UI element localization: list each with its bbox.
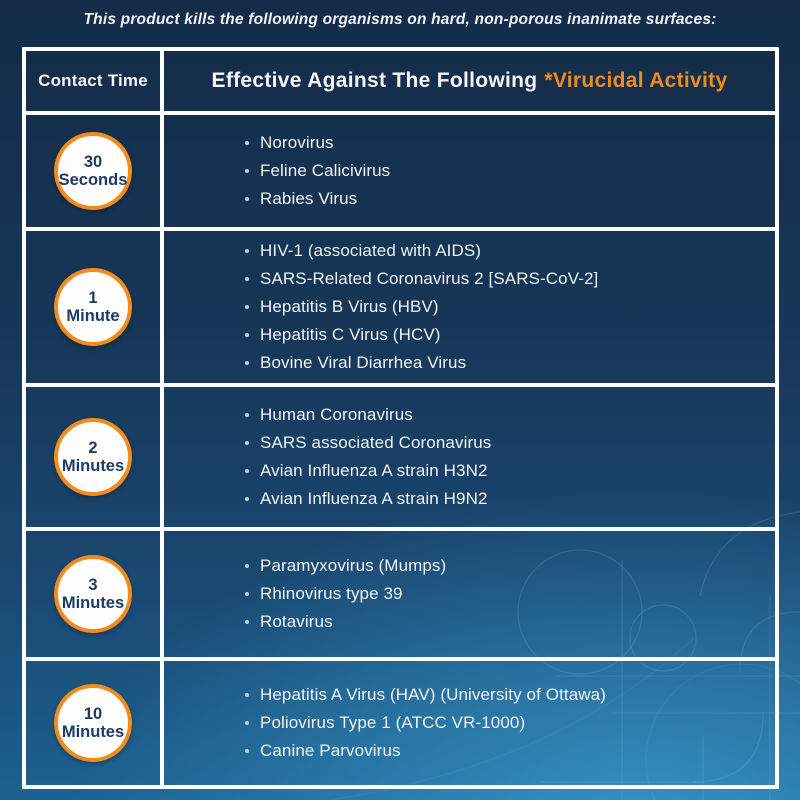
organism-list bbox=[245, 681, 775, 765]
header-effective-label: Effective Against The Following bbox=[211, 69, 538, 92]
organism-name: Avian Influenza A strain H9N2 bbox=[260, 489, 488, 508]
table-row bbox=[26, 661, 775, 785]
contact-time-value: 2 bbox=[88, 438, 98, 457]
header-virucidal-label: *Virucidal Activity bbox=[544, 69, 728, 92]
bullet-icon bbox=[245, 592, 249, 596]
organisms-cell bbox=[164, 661, 775, 785]
organism-name: Poliovirus Type 1 (ATCC VR-1000) bbox=[260, 713, 526, 732]
contact-time-value: 1 bbox=[88, 288, 98, 307]
organism-item bbox=[245, 237, 775, 265]
organism-item bbox=[245, 552, 775, 580]
organism-item bbox=[245, 157, 775, 185]
contact-time-badge bbox=[54, 132, 132, 210]
organism-list bbox=[245, 401, 775, 513]
organism-item bbox=[245, 321, 775, 349]
contact-time-unit: Minute bbox=[66, 307, 120, 325]
bullet-icon bbox=[245, 141, 249, 145]
contact-time-value: 30 bbox=[83, 152, 103, 171]
contact-time-unit: Minutes bbox=[61, 723, 125, 741]
contact-time-value: 10 bbox=[83, 704, 103, 723]
organism-item bbox=[245, 401, 775, 429]
contact-time-cell bbox=[26, 231, 164, 383]
organism-item bbox=[245, 265, 775, 293]
organism-item bbox=[245, 681, 775, 709]
bullet-icon bbox=[245, 497, 249, 501]
bullet-icon bbox=[245, 620, 249, 624]
organisms-cell bbox=[164, 115, 775, 227]
bullet-icon bbox=[245, 693, 249, 697]
bullet-icon bbox=[245, 249, 249, 253]
table-row bbox=[26, 531, 775, 661]
organism-name: Hepatitis A Virus (HAV) (University of Ottawa) bbox=[260, 685, 606, 704]
organism-list bbox=[245, 237, 775, 377]
organism-name: Paramyxovirus (Mumps) bbox=[260, 556, 447, 575]
bullet-icon bbox=[245, 469, 249, 473]
organism-list bbox=[245, 552, 775, 636]
contact-time-badge bbox=[54, 268, 132, 346]
organism-item bbox=[245, 709, 775, 737]
organism-name: Norovirus bbox=[260, 133, 334, 152]
organism-name: Hepatitis C Virus (HCV) bbox=[260, 325, 441, 344]
organism-item bbox=[245, 429, 775, 457]
bullet-icon bbox=[245, 413, 249, 417]
organism-name: SARS-Related Coronavirus 2 [SARS-CoV-2] bbox=[260, 269, 599, 288]
contact-time-unit: Minutes bbox=[61, 594, 125, 612]
organism-name: Feline Calicivirus bbox=[260, 161, 391, 180]
bullet-icon bbox=[245, 333, 249, 337]
bullet-icon bbox=[245, 749, 249, 753]
bullet-icon bbox=[245, 305, 249, 309]
contact-time-cell bbox=[26, 387, 164, 527]
organism-item bbox=[245, 349, 775, 377]
organism-name: SARS associated Coronavirus bbox=[260, 433, 492, 452]
contact-time-badge bbox=[54, 418, 132, 496]
caption: This product kills the following organisms on hard, non-porous inanimate surfaces: bbox=[83, 11, 717, 28]
table-row bbox=[26, 115, 775, 231]
efficacy-table bbox=[22, 47, 779, 789]
header-contact-time-cell bbox=[26, 51, 164, 111]
header-contact-time-label: Contact Time bbox=[38, 71, 148, 90]
organisms-cell bbox=[164, 531, 775, 657]
organisms-cell bbox=[164, 387, 775, 527]
organism-item bbox=[245, 608, 775, 636]
table-row bbox=[26, 387, 775, 531]
organism-name: Avian Influenza A strain H3N2 bbox=[260, 461, 488, 480]
bullet-icon bbox=[245, 197, 249, 201]
organism-name: Hepatitis B Virus (HBV) bbox=[260, 297, 439, 316]
organism-item bbox=[245, 485, 775, 513]
organism-item bbox=[245, 185, 775, 213]
organism-name: Rhinovirus type 39 bbox=[260, 584, 403, 603]
organism-name: Canine Parvovirus bbox=[260, 741, 401, 760]
bullet-icon bbox=[245, 441, 249, 445]
bullet-icon bbox=[245, 169, 249, 173]
table-row bbox=[26, 231, 775, 387]
bullet-icon bbox=[245, 277, 249, 281]
organism-item bbox=[245, 580, 775, 608]
bullet-icon bbox=[245, 564, 249, 568]
organism-name: HIV-1 (associated with AIDS) bbox=[260, 241, 482, 260]
contact-time-unit: Minutes bbox=[61, 457, 125, 475]
contact-time-cell bbox=[26, 531, 164, 657]
contact-time-unit: Seconds bbox=[58, 171, 128, 189]
table-header-row bbox=[26, 51, 775, 115]
organism-name: Bovine Viral Diarrhea Virus bbox=[260, 353, 467, 372]
contact-time-cell bbox=[26, 115, 164, 227]
contact-time-badge bbox=[54, 555, 132, 633]
organism-item bbox=[245, 293, 775, 321]
bullet-icon bbox=[245, 721, 249, 725]
organism-name: Rabies Virus bbox=[260, 189, 358, 208]
organism-item bbox=[245, 129, 775, 157]
organism-item bbox=[245, 737, 775, 765]
bullet-icon bbox=[245, 361, 249, 365]
contact-time-value: 3 bbox=[88, 575, 98, 594]
organism-name: Human Coronavirus bbox=[260, 405, 413, 424]
organism-name: Rotavirus bbox=[260, 612, 333, 631]
organisms-cell bbox=[164, 231, 775, 383]
organism-list bbox=[245, 129, 775, 213]
contact-time-cell bbox=[26, 661, 164, 785]
header-effective-cell bbox=[164, 51, 775, 111]
contact-time-badge bbox=[54, 684, 132, 762]
organism-item bbox=[245, 457, 775, 485]
